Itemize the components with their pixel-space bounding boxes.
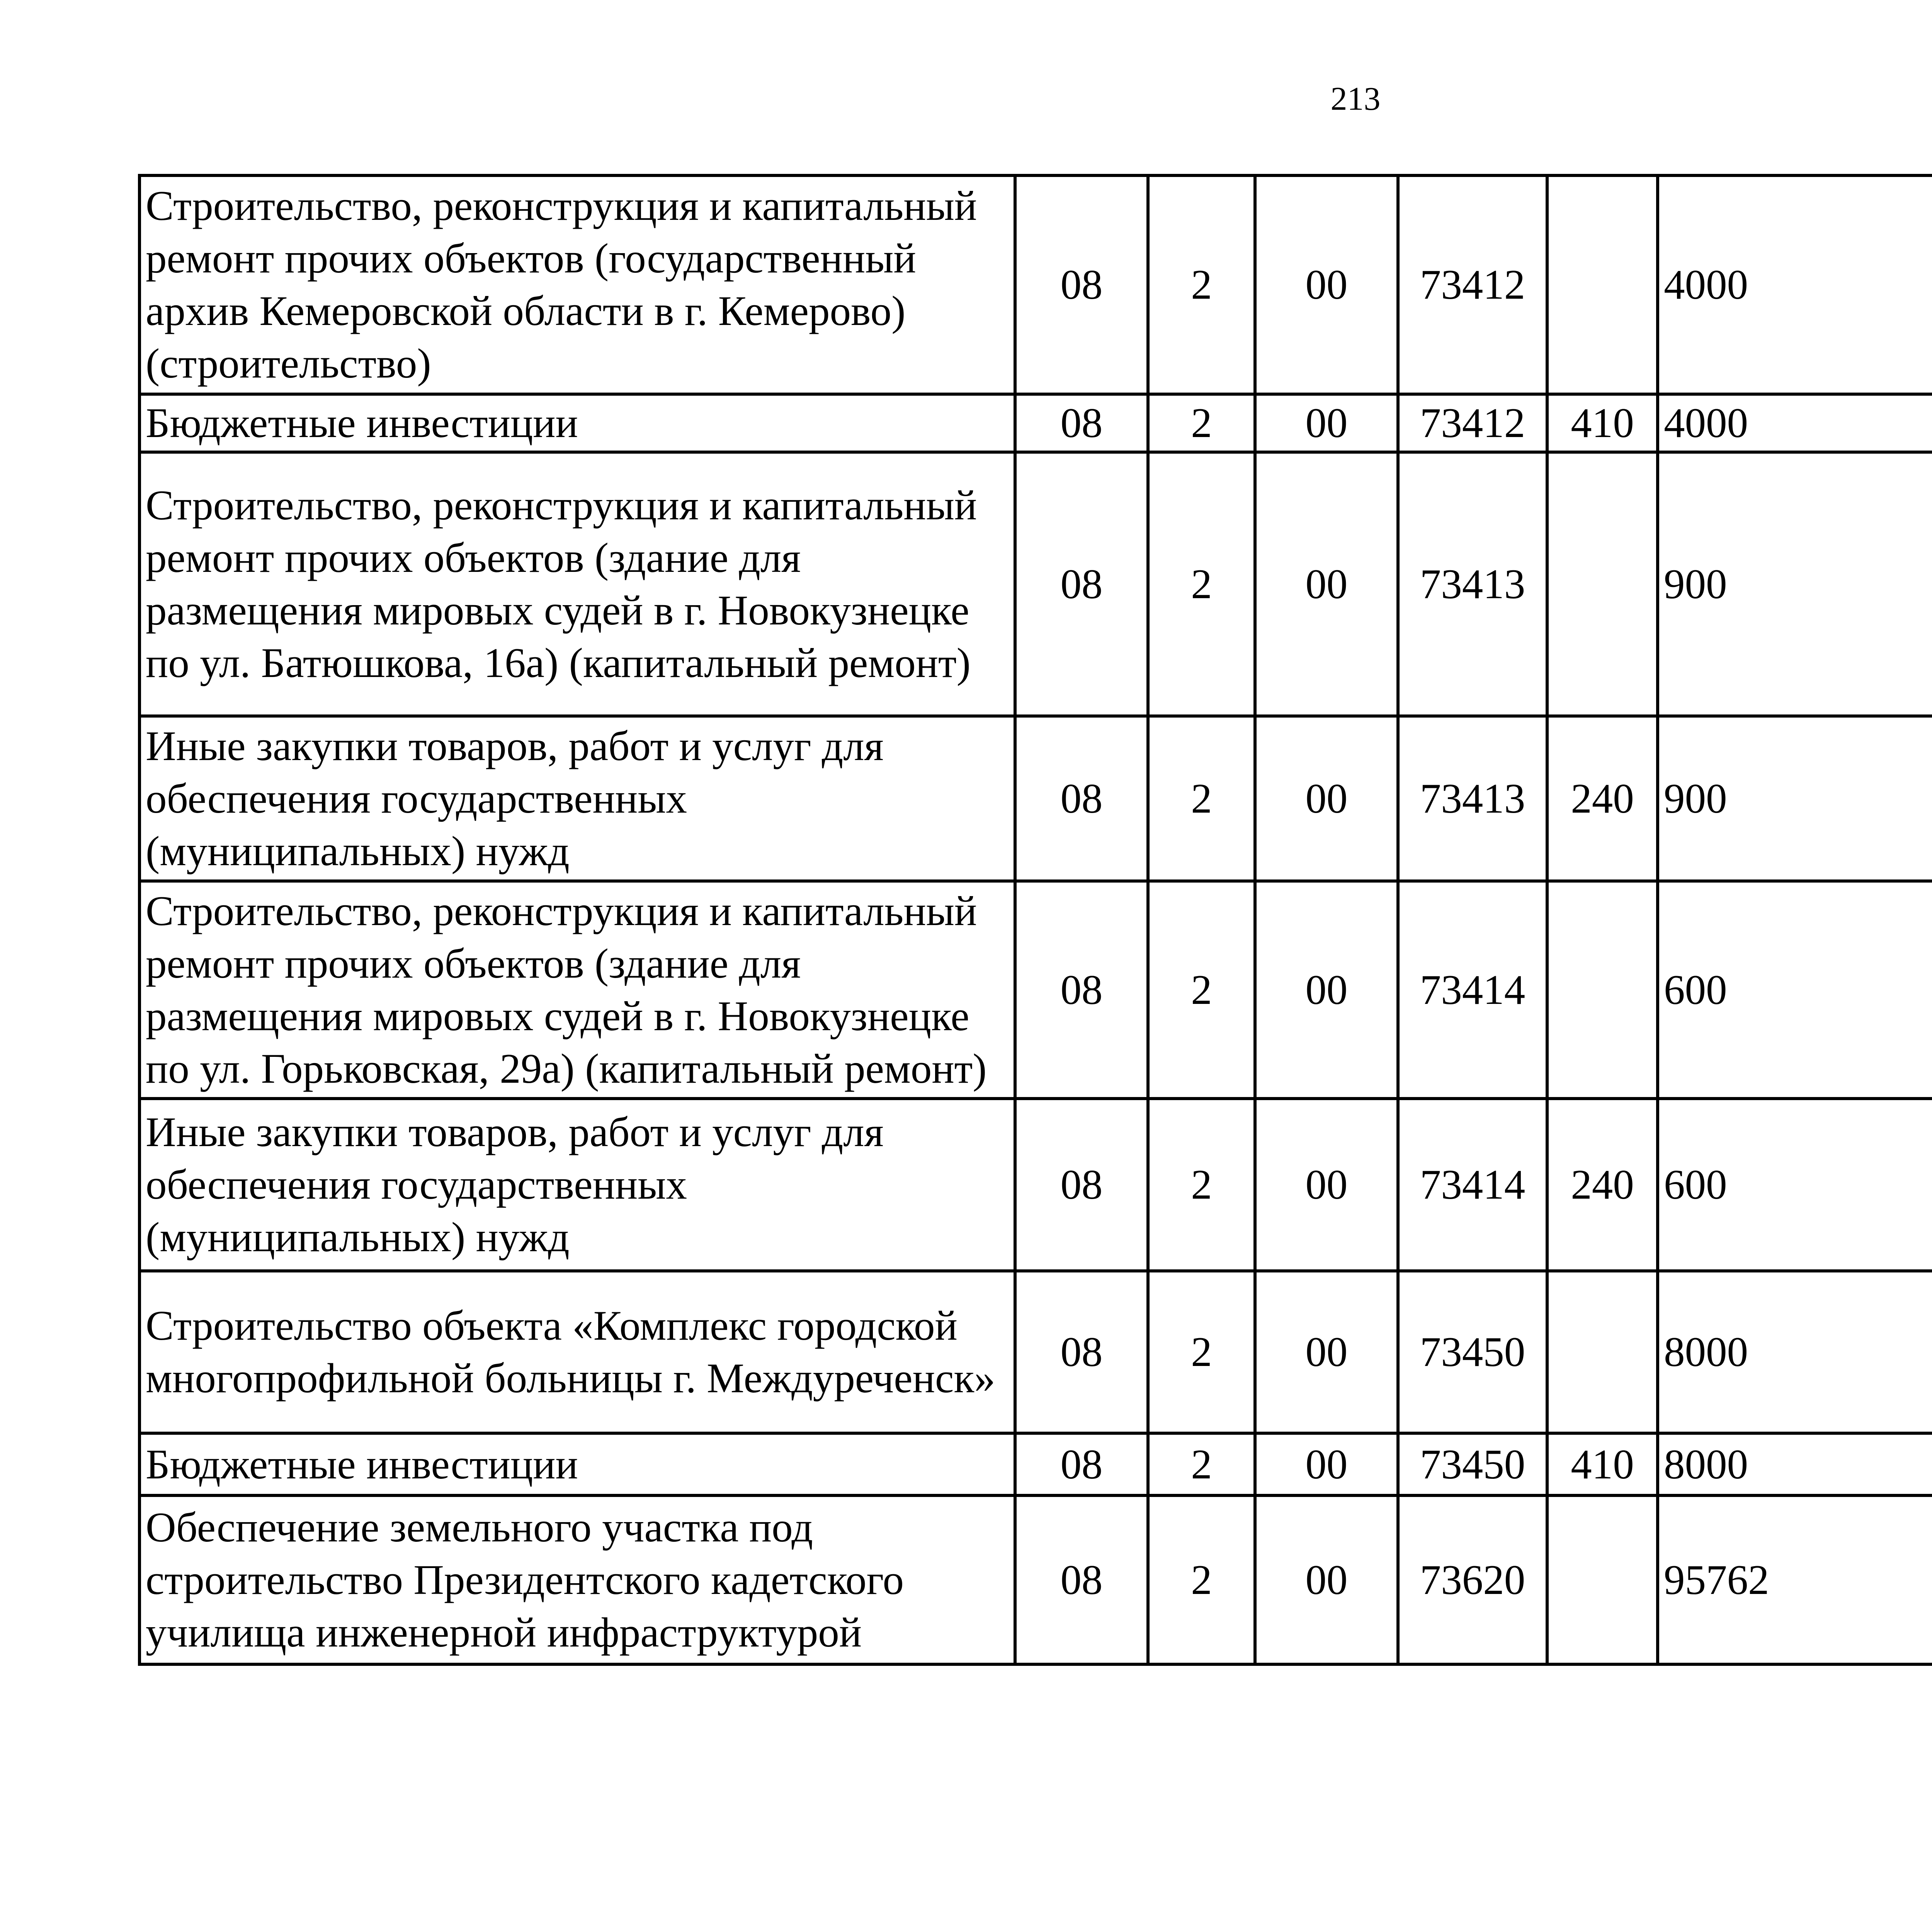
table-row [139,881,1932,1099]
table-row [139,175,1932,394]
program-code: 2 [1148,175,1255,394]
table-row [139,394,1932,452]
expense-type-code [1547,452,1658,716]
row-name: Иные закупки товаров, работ и услуг для обеспечения государственных (муниципальных) нужд [139,1099,1015,1271]
table-row [139,1495,1932,1664]
table-row [139,716,1932,881]
expense-type-code [1547,175,1658,394]
table-row [139,1271,1932,1433]
direction-code: 73412 [1398,394,1547,452]
table-row [139,1433,1932,1495]
subprogram-code: 00 [1255,716,1398,881]
row-name: Строительство, реконструкция и капитальный ремонт прочих объектов (здание для размещения мировых судей в г. Новокузнецке по ул. Батюшкова, 16а) (капитальный ремонт) [139,452,1015,716]
section-code: 08 [1015,175,1148,394]
direction-code: 73413 [1398,716,1547,881]
expense-type-code [1547,881,1658,1099]
program-code: 2 [1148,1433,1255,1495]
direction-code: 73450 [1398,1271,1547,1433]
subprogram-code: 00 [1255,394,1398,452]
program-code: 2 [1148,1271,1255,1433]
amount-1: 95762 [1658,1495,1932,1664]
subprogram-code: 00 [1255,881,1398,1099]
table-row [139,1099,1932,1271]
amount-1: 600 [1658,881,1932,1099]
row-name: Обеспечение земельного участка под строительство Президентского кадетского училища инженерной инфраструктурой [139,1495,1015,1664]
amount-1: 8000 [1658,1433,1932,1495]
program-code: 2 [1148,716,1255,881]
amount-1: 600 [1658,1099,1932,1271]
direction-code: 73413 [1398,452,1547,716]
direction-code: 73620 [1398,1495,1547,1664]
section-code: 08 [1015,881,1148,1099]
amount-1: 900 [1658,452,1932,716]
row-name: Строительство объекта «Комплекс городской многопрофильной больницы г. Междуреченск» [139,1271,1015,1433]
table-row [139,452,1932,716]
budget-table [138,174,1932,1666]
direction-code: 73450 [1398,1433,1547,1495]
subprogram-code: 00 [1255,1099,1398,1271]
direction-code: 73414 [1398,881,1547,1099]
expense-type-code: 240 [1547,1099,1658,1271]
section-code: 08 [1015,1271,1148,1433]
amount-1: 4000 [1658,394,1932,452]
program-code: 2 [1148,452,1255,716]
section-code: 08 [1015,716,1148,881]
section-code: 08 [1015,452,1148,716]
subprogram-code: 00 [1255,175,1398,394]
program-code: 2 [1148,1099,1255,1271]
amount-1: 8000 [1658,1271,1932,1433]
expense-type-code [1547,1271,1658,1433]
page-number: 213 [1330,80,1381,117]
expense-type-code: 410 [1547,1433,1658,1495]
section-code: 08 [1015,394,1148,452]
subprogram-code: 00 [1255,1271,1398,1433]
section-code: 08 [1015,1099,1148,1271]
subprogram-code: 00 [1255,1433,1398,1495]
row-name: Иные закупки товаров, работ и услуг для обеспечения государственных (муниципальных) нужд [139,716,1015,881]
program-code: 2 [1148,1495,1255,1664]
program-code: 2 [1148,394,1255,452]
row-name: Бюджетные инвестиции [139,1433,1015,1495]
amount-1: 4000 [1658,175,1932,394]
direction-code: 73412 [1398,175,1547,394]
expense-type-code [1547,1495,1658,1664]
section-code: 08 [1015,1495,1148,1664]
program-code: 2 [1148,881,1255,1099]
section-code: 08 [1015,1433,1148,1495]
expense-type-code: 240 [1547,716,1658,881]
direction-code: 73414 [1398,1099,1547,1271]
row-name: Строительство, реконструкция и капитальный ремонт прочих объектов (здание для размещения мировых судей в г. Новокузнецке по ул. Горьковская, 29а) (капитальный ремонт) [139,881,1015,1099]
subprogram-code: 00 [1255,452,1398,716]
amount-1: 900 [1658,716,1932,881]
expense-type-code: 410 [1547,394,1658,452]
row-name: Строительство, реконструкция и капитальный ремонт прочих объектов (государственный архив Кемеровской области в г. Кемерово) (строительство) [139,175,1015,394]
row-name: Бюджетные инвестиции [139,394,1015,452]
subprogram-code: 00 [1255,1495,1398,1664]
